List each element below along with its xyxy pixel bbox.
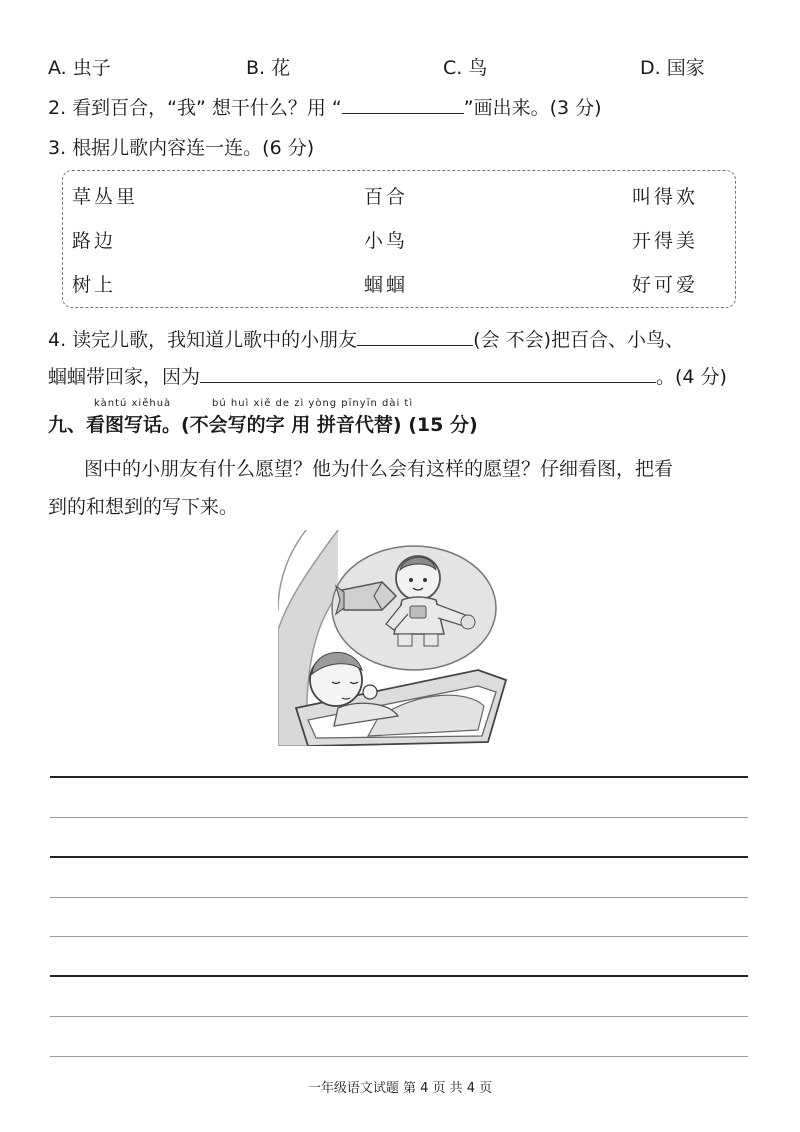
writing-line[interactable] <box>50 897 748 898</box>
page-footer: 一年级语文试题 第 4 页 共 4 页 <box>307 1081 493 1096</box>
option-c[interactable]: C. 鸟 <box>443 57 488 79</box>
col1-item[interactable]: 路边 <box>72 230 117 252</box>
option-d[interactable]: D. 国家 <box>640 57 705 79</box>
question-4-line1 <box>48 325 684 352</box>
writing-line[interactable] <box>50 975 748 977</box>
q4-answer-blank-1[interactable] <box>357 327 473 346</box>
writing-line[interactable] <box>50 856 748 858</box>
option-a[interactable]: A. 虫子 <box>48 57 111 79</box>
q1-options <box>0 53 800 77</box>
col2-item[interactable]: 百合 <box>364 186 409 208</box>
pinyin-annotation-1: kàntú xiěhuà <box>94 398 172 409</box>
writing-line[interactable] <box>50 776 748 778</box>
col3-item[interactable]: 好可爱 <box>632 274 699 296</box>
question-3-title: 3. 根据儿歌内容连一连。(6 分) <box>48 137 315 159</box>
question-4-line2 <box>48 362 727 389</box>
writing-line[interactable] <box>50 1056 748 1057</box>
instruction-line-1: 图中的小朋友有什么愿望？他为什么会有这样的愿望？仔细看图，把看 <box>84 458 674 480</box>
q4-line2-before: 蝈蝈带回家，因为 <box>48 366 201 388</box>
q4-text-after: (会 不会)把百合、小鸟、 <box>473 329 685 351</box>
q2-text-after: ”画出来。(3 分) <box>463 97 602 119</box>
writing-line[interactable] <box>50 817 748 818</box>
option-b[interactable]: B. 花 <box>246 57 291 79</box>
question-2 <box>48 93 602 120</box>
q2-answer-blank[interactable] <box>342 95 464 114</box>
col3-item[interactable]: 开得美 <box>632 230 699 252</box>
q4-text-before: 4. 读完儿歌，我知道儿歌中的小朋友 <box>48 329 358 351</box>
instruction-line-2: 到的和想到的写下来。 <box>48 496 239 518</box>
q4-answer-blank-2[interactable] <box>200 364 656 383</box>
pinyin-annotation-2: bú huì xiě de zì yòng pīnyīn dài tì <box>212 398 414 409</box>
q2-text-before: 2. 看到百合，“我” 想干什么？用 “ <box>48 97 342 119</box>
writing-line[interactable] <box>50 1016 748 1017</box>
col2-item[interactable]: 蝈蝈 <box>364 274 409 296</box>
col3-item[interactable]: 叫得欢 <box>632 186 699 208</box>
col1-item[interactable]: 草丛里 <box>72 186 139 208</box>
q4-line2-after: 。(4 分) <box>656 366 727 388</box>
dream-astronaut-illustration <box>278 530 522 746</box>
section-9-title: 九、看图写话。(不会写的字 用 拼音代替) (15 分) <box>48 414 478 436</box>
col1-item[interactable]: 树上 <box>72 274 117 296</box>
writing-line[interactable] <box>50 936 748 937</box>
col2-item[interactable]: 小鸟 <box>364 230 409 252</box>
